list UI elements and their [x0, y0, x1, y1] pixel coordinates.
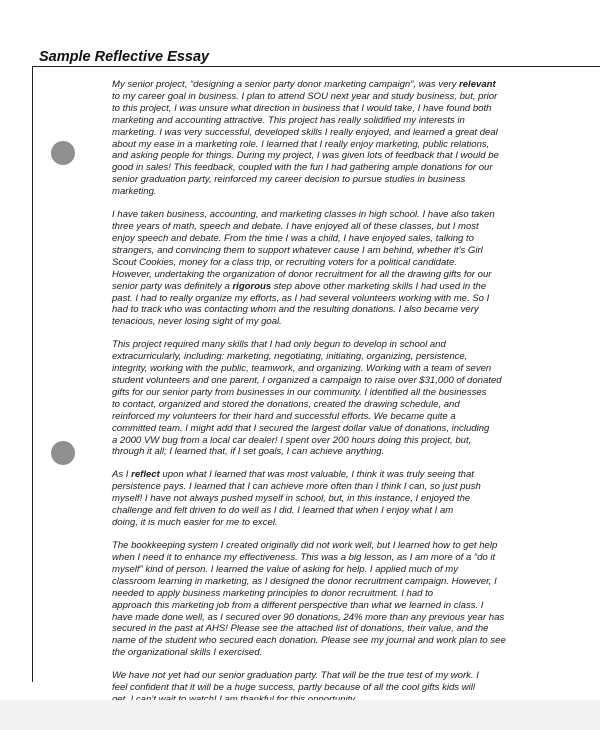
essay-line — [112, 623, 544, 635]
emphasized-word: rigorous — [232, 280, 272, 292]
text-run: have made done well, as I secured over 90 donations, 24% more than any previous year has — [112, 611, 505, 623]
essay-line — [112, 564, 544, 576]
text-run: tenacious, never losing sight of my goal. — [112, 316, 282, 328]
essay-line — [112, 505, 544, 517]
text-run: when I need it to enhance my effectiveness. This was a big lesson, as I am more of a “do it — [112, 552, 496, 563]
essay-line — [112, 540, 544, 552]
essay-line — [112, 162, 544, 174]
text-run: My senior project, “designing a senior party donor marketing campaign”, was very — [112, 79, 460, 90]
essay-line — [112, 576, 544, 588]
essay-line — [112, 375, 544, 387]
essay-paragraph — [112, 469, 544, 529]
text-run: student volunteers and one parent, I organized a campaign to raise over $31,000 of donated — [112, 375, 502, 387]
text-run: classroom learning in marketing, as I designed the donor recruitment campaign. However, I — [112, 575, 497, 587]
essay-paragraph — [112, 79, 544, 198]
text-run: enjoy speech and debate. From the time I was a child, I have enjoyed sales, talking to — [112, 232, 474, 244]
text-run: upon what I learned that was most valuable, I think it was truly seeing that — [159, 469, 474, 481]
text-run: to contact, organized and stored the donations, created the drawing schedule, and — [112, 398, 460, 410]
essay-paragraph — [112, 339, 544, 458]
text-run: myself” kind of person. I learned the value of asking for help. I applied much of my — [112, 563, 458, 575]
text-run: to this project, I was unsure what direction in business that I would take, I have found both — [112, 102, 492, 114]
essay-line — [112, 517, 544, 529]
text-run: However, undertaking the organization of donor recruitment for all the drawing gifts for our — [112, 268, 492, 280]
text-run: through it all; I learned that, if I set goals, I can achieve anything. — [112, 446, 385, 458]
essay-line — [112, 670, 544, 682]
essay-line — [112, 127, 544, 139]
essay-paragraph — [112, 540, 544, 659]
text-run: past. I had to really organize my efforts, as I had several volunteers working with me. So I — [112, 292, 490, 304]
essay-line — [112, 435, 544, 447]
essay-line — [112, 174, 544, 186]
essay-line — [112, 399, 544, 411]
essay-body — [112, 79, 544, 717]
text-run: We have not yet had our senior graduation party. That will be the true test of my work. I — [112, 670, 479, 682]
essay-line — [112, 139, 544, 151]
essay-line — [112, 635, 544, 647]
essay-line — [112, 245, 544, 257]
text-run: name of the student who secured each donation. Please see my journal and work plan to see — [112, 635, 506, 647]
text-run: persistence pays. I learned that I can achieve more often than I think I can, so just push — [112, 481, 481, 493]
essay-line — [112, 387, 544, 399]
text-run: feel confident that it will be a huge success, partly because of all the cool gifts kids will — [112, 682, 475, 694]
emphasized-word: reflect — [131, 469, 160, 481]
text-run: myself! I have not always pushed myself in school, but, in this instance, I enjoyed the — [112, 493, 471, 505]
text-run: step above other marketing skills I had used in the — [271, 280, 487, 292]
text-run: marketing and accounting attractive. This project has really solidified my interests in — [112, 114, 465, 126]
essay-line — [112, 339, 544, 351]
essay-line — [112, 588, 544, 600]
essay-line — [112, 221, 544, 233]
text-run: to my career goal in business. I plan to attend SOU next year and study business, but, prior — [112, 90, 498, 102]
text-run: As I — [112, 469, 132, 481]
text-run: about my ease in a marketing role. I learned that I really enjoy marketing, public relations, — [112, 138, 490, 150]
page-bottom-band — [0, 700, 600, 730]
essay-line — [112, 411, 544, 423]
text-run: gifts for our senior party from businesses in our community. I identified all the businesses — [112, 386, 487, 398]
text-run: I have taken business, accounting, and marketing classes in high school. I have also taken — [112, 209, 495, 221]
text-run: marketing. — [112, 186, 157, 198]
essay-line — [112, 446, 544, 458]
essay-line — [112, 469, 544, 481]
essay-line — [112, 233, 544, 245]
text-run: senior graduation party, reinforced my career decision to pursue studies in business — [112, 174, 466, 186]
essay-line — [112, 150, 544, 162]
essay-line — [112, 186, 544, 198]
text-run: The bookkeeping system I created originally did not work well, but I learned how to get help — [112, 540, 498, 552]
essay-line — [112, 209, 544, 221]
text-run: This project required many skills that I had only begun to develop in school and — [112, 339, 446, 351]
text-run: approach this marketing job from a different perspective than what we learned in class. I — [112, 599, 484, 611]
essay-line — [112, 481, 544, 493]
margin-rule — [32, 67, 33, 682]
essay-line — [112, 647, 544, 659]
essay-line — [112, 91, 544, 103]
essay-line — [112, 293, 544, 305]
essay-line — [112, 257, 544, 269]
text-run: extracurricularly, including: marketing, negotiating, initiating, organizing, persistence, — [112, 351, 468, 363]
essay-line — [112, 682, 544, 694]
text-run: integrity, working with the public, teamwork, and organizing. Working with a team of seven — [112, 363, 492, 375]
text-run: the organizational skills I exercised. — [112, 647, 263, 659]
punch-hole-icon — [51, 141, 75, 165]
essay-line — [112, 423, 544, 435]
text-run: had to track who was contacting whom and the resulting donations. I also became very — [112, 304, 479, 316]
essay-line — [112, 612, 544, 624]
essay-line — [112, 115, 544, 127]
punch-hole-icon — [51, 441, 75, 465]
text-run: and asking people for things. During my project, I was given lots of feedback that I would be — [112, 150, 499, 162]
text-run: strangers, and convincing them to support whatever cause I am behind, whether it’s Girl — [112, 244, 483, 256]
essay-line — [112, 79, 544, 91]
text-run: doing, it is much easier for me to excel. — [112, 517, 278, 529]
emphasized-word: relevant — [459, 79, 496, 90]
text-run: challenge and felt driven to do well as I did. I learned that when I enjoy what I am — [112, 505, 454, 517]
text-run: a 2000 VW bug from a local car dealer! I spent over 200 hours doing this project, but, — [112, 434, 472, 446]
text-run: Scout Cookies, money for a class trip, or recruiting voters for a political candidate. — [112, 256, 457, 268]
text-run: three years of math, speech and debate. I have enjoyed all of these classes, but I most — [112, 221, 479, 233]
essay-line — [112, 103, 544, 115]
essay-line — [112, 351, 544, 363]
essay-line — [112, 493, 544, 505]
essay-line — [112, 304, 544, 316]
essay-line — [112, 552, 544, 564]
text-run: secured in the past at AHS! Please see the attached list of donations, their value, and the — [112, 623, 489, 635]
essay-line — [112, 316, 544, 328]
document-title: Sample Reflective Essay — [39, 49, 210, 65]
text-run: reinforced my volunteers for their hard and successful efforts. We became quite a — [112, 410, 456, 422]
text-run: senior party was definitely a — [112, 280, 233, 292]
essay-line — [112, 600, 544, 612]
text-run: needed to apply business marketing principles to donor recruitment. I had to — [112, 587, 434, 599]
header-rule — [32, 66, 600, 67]
text-run: committed team. I might add that I secured the largest dollar value of donations, including — [112, 422, 490, 434]
essay-line — [112, 363, 544, 375]
essay-paragraph — [112, 209, 544, 328]
essay-line — [112, 269, 544, 281]
essay-line — [112, 281, 544, 293]
text-run: good in sales! This feedback, coupled with the fun I had gathering ample donations for our — [112, 162, 493, 174]
text-run: marketing. I was very successful, developed skills I really enjoyed, and learned a great deal — [112, 126, 498, 138]
